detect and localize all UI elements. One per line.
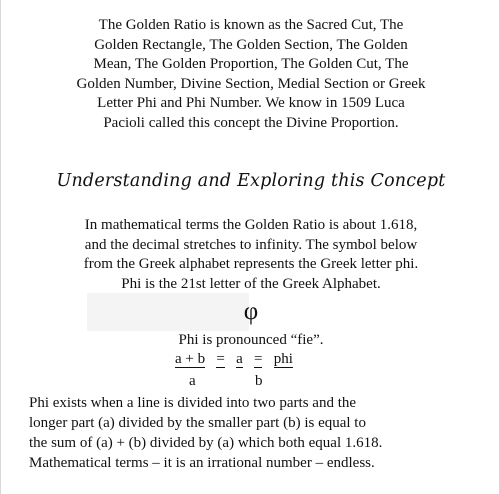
intro-line: Golden Rectangle, The Golden Section, The Golden	[94, 36, 408, 53]
explanation-line: and the decimal stretches to infinity. The symbol below	[84, 236, 418, 253]
explanation-paragraph	[41, 216, 461, 294]
formula-numerator-left: a + b	[175, 351, 206, 367]
explanation-line: from the Greek alphabet represents the Greek letter phi.	[83, 256, 419, 272]
definition-paragraph	[29, 393, 479, 473]
definition-line: longer part (a) divided by the smaller part (b) is equal to	[29, 415, 366, 431]
formula-equals-1: =	[216, 351, 225, 367]
intro-line: Letter Phi and Phi Number. We know in 1509 Luca	[97, 95, 405, 111]
explanation-line: Phi is the 21st letter of the Greek Alphabet.	[121, 275, 381, 292]
phi-symbol: φ	[243, 298, 259, 325]
formula-result: phi	[273, 351, 293, 367]
definition-line: Mathematical terms – it is an irrational number – endless.	[29, 455, 375, 471]
pronunciation-text: Phi is pronounced “fie”.	[178, 332, 324, 348]
explanation-line: In mathematical terms the Golden Ratio is about 1.618,	[84, 217, 418, 233]
formula-denominator-mid: b	[255, 373, 263, 389]
intro-line: Pacioli called this concept the Divine Proportion.	[103, 114, 399, 131]
section-heading: Understanding and Exploring this Concept	[56, 171, 446, 191]
formula-numerator-mid: a	[236, 351, 243, 367]
intro-paragraph	[41, 16, 461, 133]
intro-line: The Golden Ratio is known as the Sacred Cut, The	[98, 17, 404, 33]
definition-line: the sum of (a) + (b) divided by (a) which both equal 1.618.	[29, 435, 383, 451]
intro-line: Golden Number, Divine Section, Medial Section or Greek	[76, 75, 426, 92]
intro-line: Mean, The Golden Proportion, The Golden Cut, The	[93, 56, 409, 72]
definition-line: Phi exists when a line is divided into two parts and the	[29, 395, 357, 411]
formula-equals-2: =	[254, 351, 263, 367]
golden-ratio-formula	[175, 350, 293, 368]
formula-denominator-left: a	[189, 373, 196, 389]
